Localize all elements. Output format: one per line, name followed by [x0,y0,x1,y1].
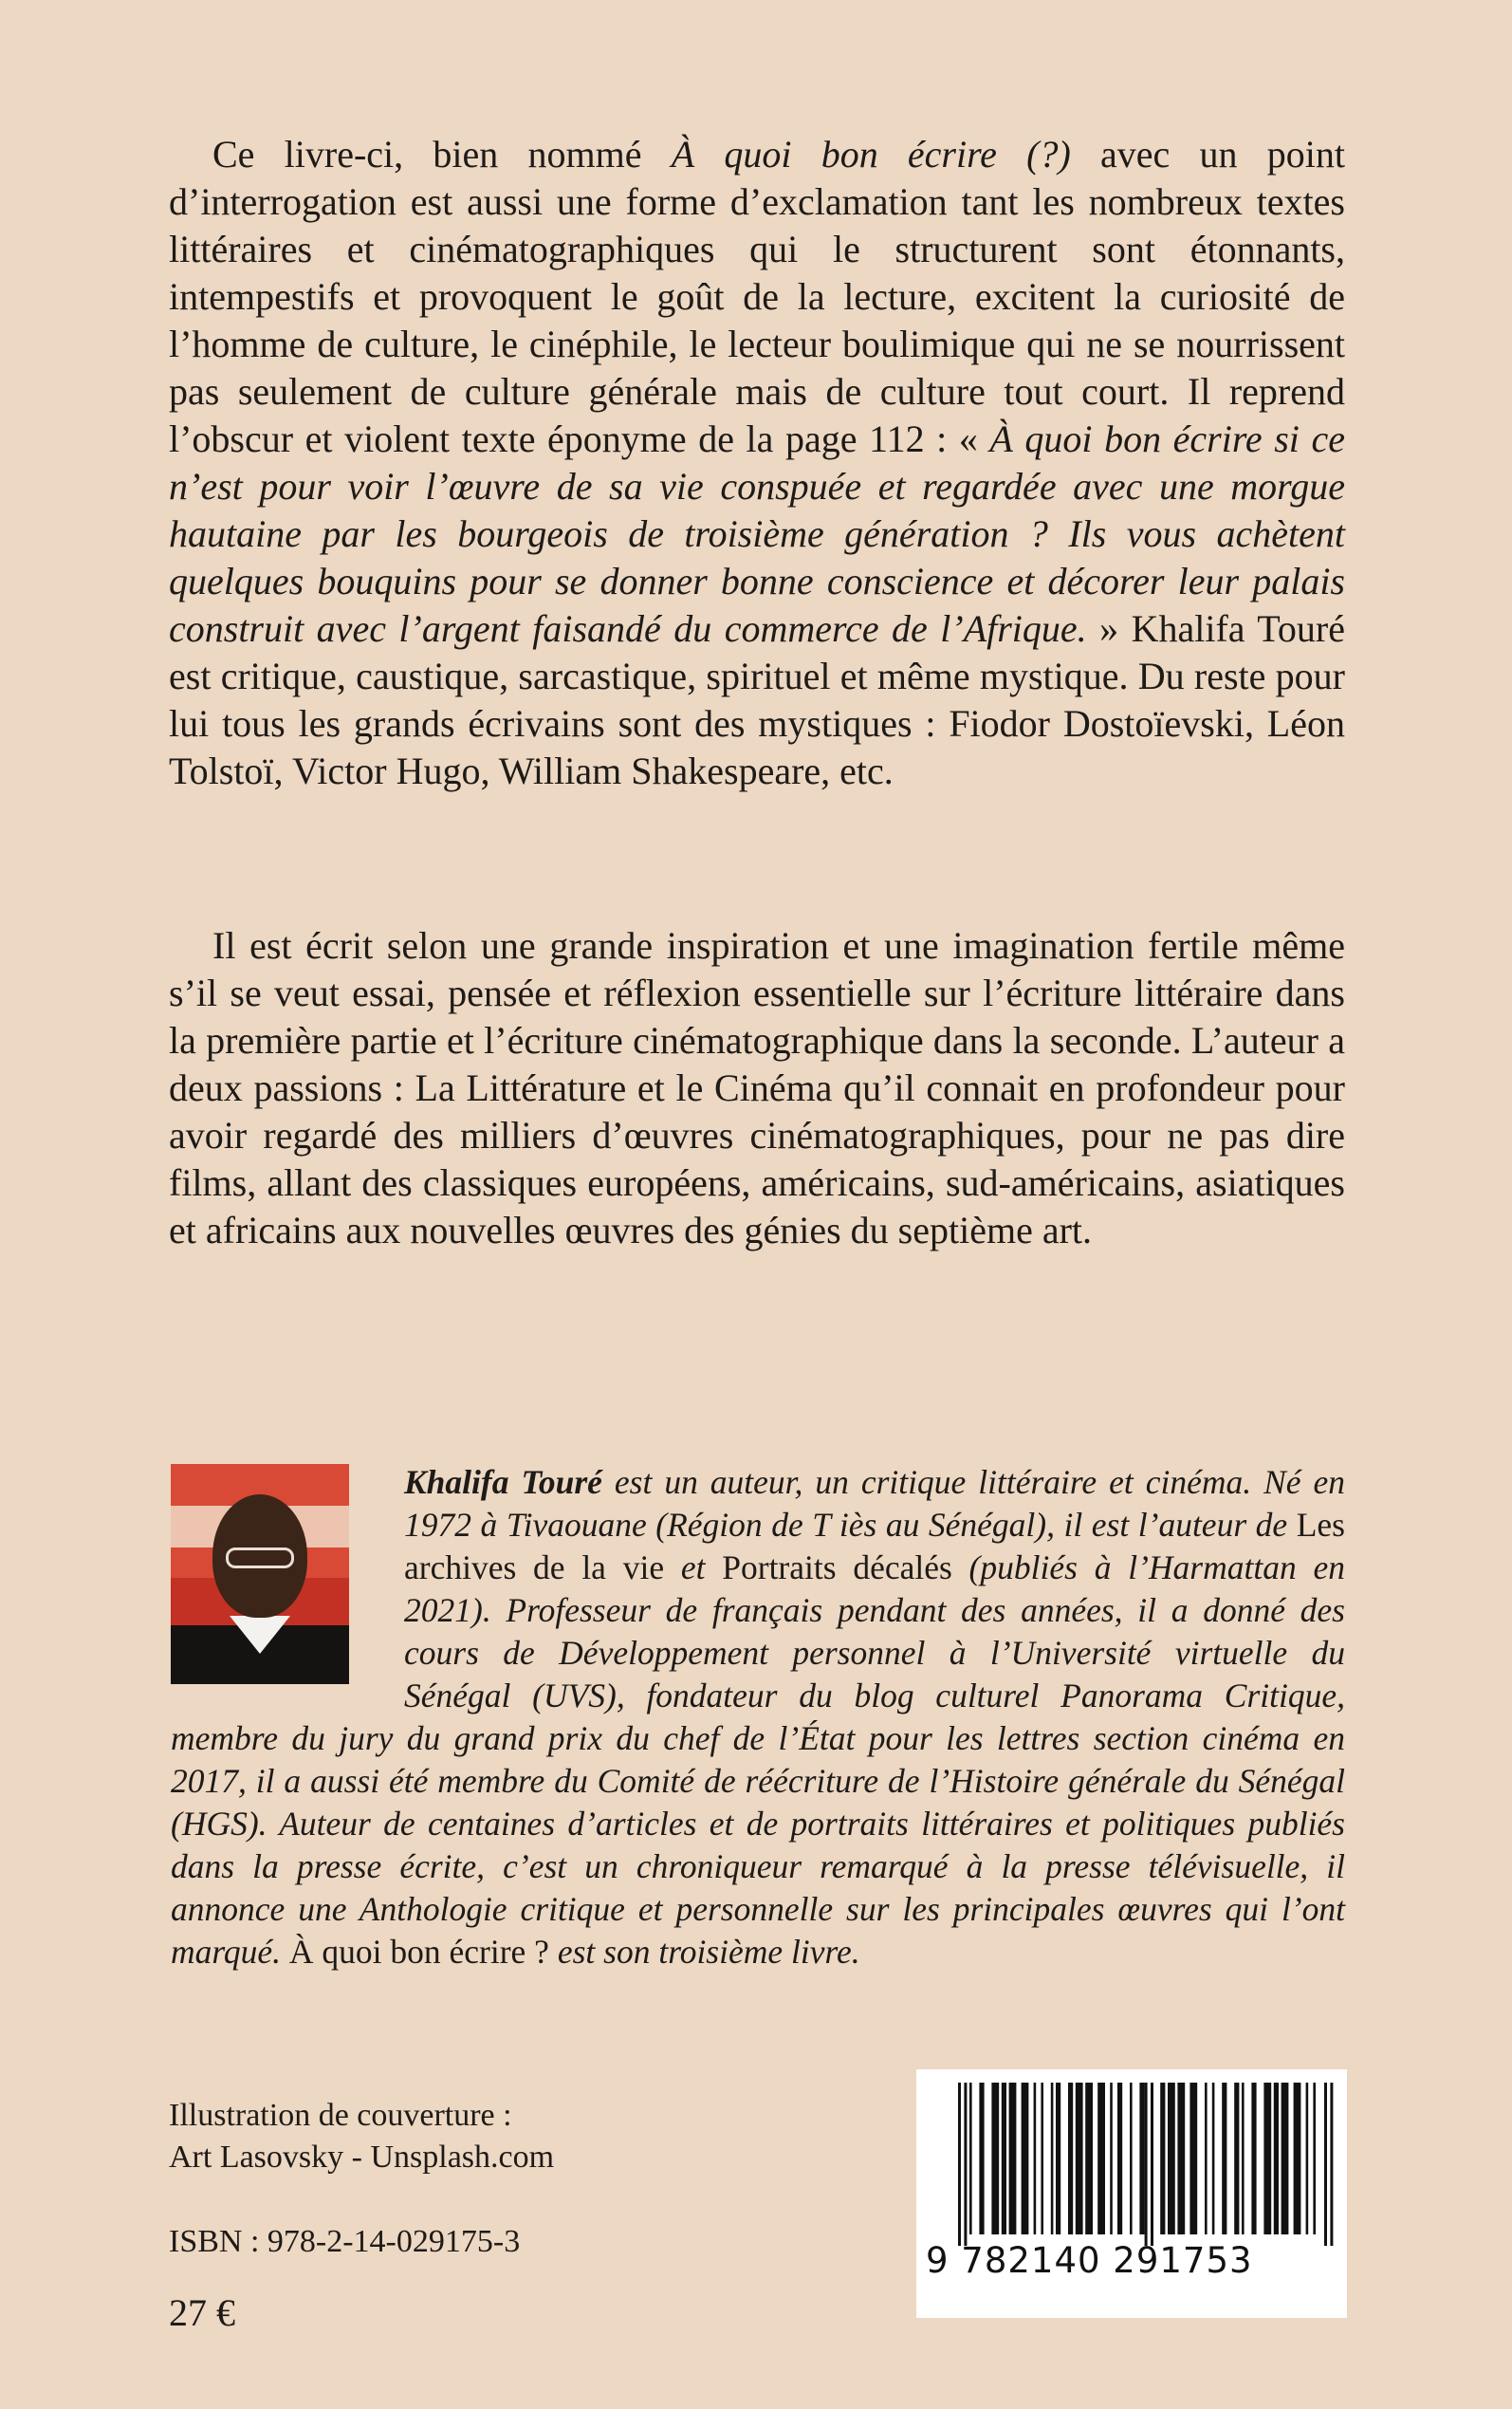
book-ref-current: À quoi bon écrire ? [288,1933,549,1971]
barcode-bar [991,2083,999,2234]
barcode-digits: 9 782140 291753 [926,2240,1253,2281]
barcode-bar [1110,2083,1113,2234]
barcode-bar [1212,2083,1215,2234]
barcode-bar [1205,2083,1208,2234]
barcode-guard-bar [1324,2083,1327,2246]
barcode-guard-bar [1145,2083,1148,2246]
credits-line-1: Illustration de couverture : [169,2098,512,2133]
barcode-bar [1168,2083,1175,2234]
credits-line-2: Art Lasovsky - Unsplash.com [169,2140,555,2175]
blurb-quote: À quoi bon écrire si ce n’est pour voir l’œuvre de sa vie conspuée et regardée avec une morgue hautaine par les bourgeois de troisième génération ? Ils vous achètent quelques bouquins pour se donner bonne conscience et décorer leur palais construit avec l’argent faisandé du commerce de l’Afrique. [169,417,1345,650]
barcode-bar [1139,2083,1144,2234]
barcode-bar [1234,2083,1239,2234]
barcode-guard-bar [1151,2083,1153,2246]
barcode-bar [1189,2083,1197,2234]
barcode-bar [1306,2083,1309,2234]
price: 27 € [169,2291,235,2334]
barcode-bar [1313,2083,1316,2234]
barcode-bar [1274,2083,1279,2234]
barcode-bar [1242,2083,1245,2234]
barcode-bar [1051,2083,1054,2234]
barcode-bar [1263,2083,1271,2234]
barcode-bar [1002,2083,1006,2234]
barcode-bar [1041,2083,1043,2234]
barcode-guard-bar [1330,2083,1333,2246]
barcode-bar [1056,2083,1060,2234]
barcode-bar [1222,2083,1226,2234]
barcode-bar [1068,2083,1073,2234]
blurb-paragraph-2: Il est écrit selon une grande inspiration et une imagination fertile même s’il se veut essai, pensée et réflexion essentielle sur l’écriture littéraire dans la première partie et l’écriture cinématographique dans la seconde. L’auteur a deux passions : La Littérature et le Cinéma qu’il connait en profondeur pour avoir regardé des milliers d’œuvres cinématographiques, pour ne pas dire films, allant des classiques européens, américains, sud-américains, asiatiques et africains aux nouvelles œuvres des génies du septième art. [169,924,1345,1251]
barcode-bar [1294,2083,1301,2234]
barcode-bar [1117,2083,1122,2234]
barcode-bar [1097,2083,1105,2234]
author-name: Khalifa Touré [404,1463,602,1501]
barcode-bar [1085,2083,1093,2234]
barcode-bar [1022,2083,1029,2234]
blurb-text-a: Ce livre-ci, bien nommé [212,133,672,176]
book-ref-archives: Les archives de la vie [404,1506,1345,1586]
cover-credits [169,2095,554,2178]
barcode-bar [979,2083,984,2234]
blurb-text-b: avec un point d’interrogation est aussi une forme d’exclamation tant les nombreux textes littéraires et cinématographiques qui le structurent sont étonnants, intempestifs et provoquent le goût de la lecture, excitent la curiosité de l’homme de culture, le cinéphile, le lecteur boulimique qui ne se nourrissent pas seulement de culture générale mais de culture tout court. Il reprend l’obscur et violent texte éponyme de la page 112 : « [169,133,1345,460]
barcode-bar [1282,2083,1289,2234]
isbn: ISBN : 978-2-14-029175-3 [169,2224,521,2259]
barcode-guard-bar [964,2083,967,2246]
author-bio: Khalifa Touré est un auteur, un critique littéraire et cinéma. Né en 1972 à Tivaouane (Région de T iès au Sénégal), il est l’auteur de Les archives de la vie et Portraits décalés (publiés à l’Harmattan en 2021). Professeur de français pendant des années, il a donné des cours de Développement personnel à l’Université virtuelle du Sénégal (UVS), fondateur du blog culturel Panorama Critique, membre du jury du grand prix du chef de l’État pour les lettres section cinéma en 2017, il a aussi été membre du Comité de réécriture de l’Histoire générale du Sénégal (HGS). Auteur de centaines d’articles et de portraits littéraires et politiques publiés dans la presse écrite, c’est un chroniqueur remarqué à la presse télévisuelle, il annonce une Anthologie critique et personnelle sur les principales œuvres qui l’ont marqué. À quoi bon écrire ? est son troisième livre. [171,1463,1345,1971]
barcode-bar [1251,2083,1256,2234]
barcode-bar [1160,2083,1165,2234]
barcode-bar [969,2083,972,2234]
barcode [916,2069,1347,2318]
blurb-paragraph-1 [169,131,1345,795]
barcode-guard-bar [958,2083,961,2246]
barcode-bar [1130,2083,1133,2234]
barcode-bars [916,2069,1347,2250]
barcode-bar [1177,2083,1185,2234]
blurb-text-c: » Khalifa Touré est critique, caustique, sarcastique, spirituel et même mystique. Du reste pour lui tous les grands écrivains sont des mystiques : Fiodor Dostoïevski, Léon Tolstoï, Victor Hugo, William Shakespeare, etc. [169,607,1345,792]
barcode-bar [1076,2083,1083,2234]
book-ref-portraits: Portraits décalés [722,1548,952,1586]
barcode-bar [1009,2083,1017,2234]
book-title-ref: À quoi bon écrire (?) [671,133,1071,176]
barcode-bar [1034,2083,1037,2234]
